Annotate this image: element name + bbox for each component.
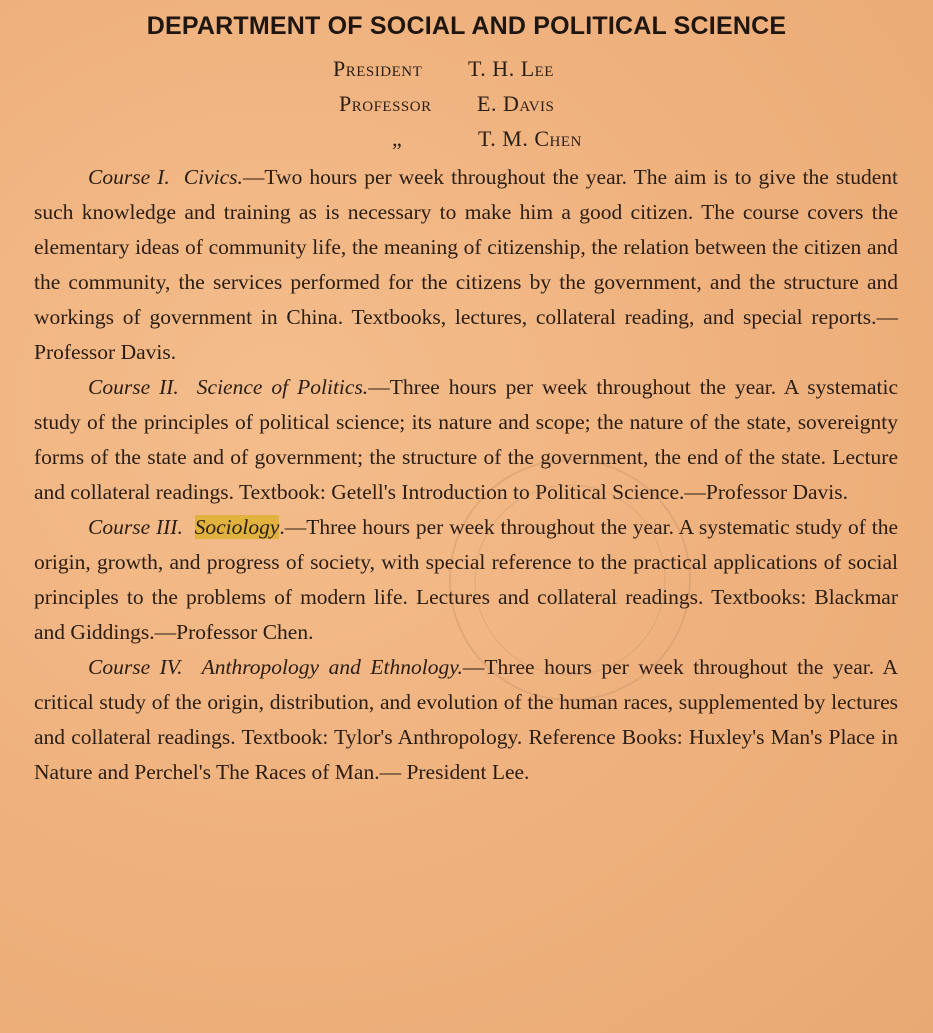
- course-number: Course IV.: [88, 655, 183, 679]
- course-description: .—Three hours per week throughout the year. A systematic study of the origin, growth, and progress of society, with special reference to the practical applications of social principles to the problems of modern life. Lectures and collateral readings. Textbooks: Blackmar and Giddings.—Professor Chen.: [34, 515, 898, 644]
- staff-line-president: [0, 56, 933, 91]
- course-name: Anthropology and Ethnology.: [201, 655, 463, 679]
- course-paragraph: [34, 650, 898, 790]
- staff-role: „: [392, 126, 403, 151]
- staff-line-professor-chen: [0, 126, 933, 161]
- staff-name: T. H. Lee: [468, 56, 554, 81]
- department-title: DEPARTMENT OF SOCIAL AND POLITICAL SCIENCE: [146, 12, 787, 40]
- course-list: [34, 160, 898, 790]
- staff-role: President: [333, 56, 423, 81]
- staff-name: E. Davis: [477, 91, 555, 116]
- staff-line-professor-davis: [0, 91, 933, 126]
- course-number: Course II.: [88, 375, 179, 399]
- course-paragraph: [34, 370, 898, 510]
- course-description: —Three hours per week throughout the year. A critical study of the origin, distribution, and evolution of the human races, supplemented by lectures and collateral readings. Textbook: Tylor's Anthropology. Reference Books: Huxley's Man's Place in Nature and Perchel's The Races of Man.— President Lee.: [34, 655, 898, 784]
- staff-name: T. M. Chen: [478, 126, 582, 151]
- course-description: —Two hours per week throughout the year. The aim is to give the student such knowledge and training as is necessary to make him a good citizen. The course covers the elementary ideas of community life, the meaning of citizenship, the relation between the citizen and the community, the services performed for the citizens by the government, and the structure and workings of government in China. Textbooks, lectures, collateral reading, and special reports.— Professor Davis.: [34, 165, 899, 364]
- staff-role: Professor: [339, 91, 432, 116]
- course-number: Course III.: [88, 515, 183, 539]
- staff-list: [0, 56, 933, 161]
- course-paragraph: [34, 160, 898, 370]
- course-description: —Three hours per week throughout the year. A systematic study of the principles of political science; its nature and scope; the nature of the state, sovereignty forms of the state and of government; the structure of the government, the end of the state. Lecture and collateral readings. Textbook: Getell's Introduction to Political Science.—Professor Davis.: [34, 375, 899, 504]
- course-number: Course I.: [88, 165, 170, 189]
- course-name-highlighted: Sociology: [194, 515, 280, 539]
- course-name: Science of Politics.: [196, 375, 369, 399]
- course-name: Civics.: [183, 165, 243, 189]
- course-paragraph: [34, 510, 898, 650]
